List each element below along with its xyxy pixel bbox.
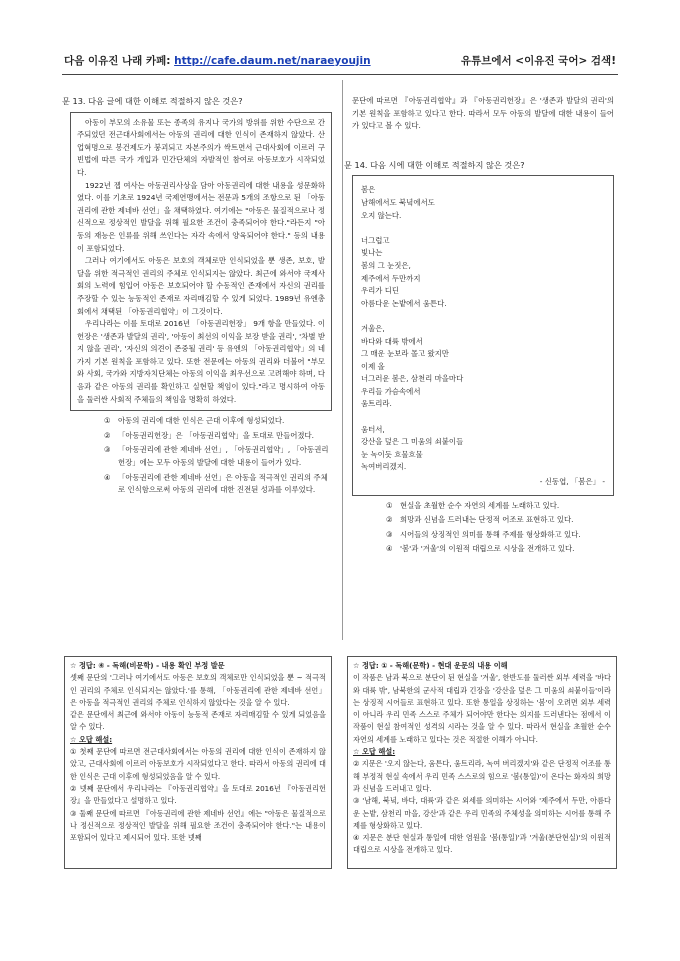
answer-13-head: ☆ 정답: ④ - 독해(비문학) - 내용 확인 부정 발문 [70, 661, 225, 670]
poem-line: 바다와 대륙 밖에서 [361, 336, 423, 346]
option-number: ③ [386, 529, 393, 539]
poem-line: 겨울은, [361, 323, 385, 333]
column-divider [342, 80, 343, 640]
option-text: 「아동권리에 관한 제네바 선언」, 「아동권리협약」, 「아동권리헌장」에는 모두 아동의 발달에 대한 내용이 들어가 있다. [118, 445, 329, 468]
answer-14-body: 이 작품은 남과 북으로 분단이 된 현실을 '겨울', 한반도를 둘러싼 외부 세력을 '바다와 대륙 밖', 남북한의 군사적 대립과 긴장을 '강산을 덮은 그 미움의 쇠붙이들'이라는 상징적 시어들로 표현하고 있다. 또한 통일을 상징하는 '봄'이 오려면 외부 세력이 아니라 우리 민족 스스로 주체가 되어야만 한다는 의지를 드러낸다는 점에서 이 작품이 현실 참여적인 성격의 시라는 것을 알 수 있다. 따라서 현실을 초월한 순수 자연의 세계를 노래하고 있다는 것은 적절한 이해가 아니다. [353, 673, 611, 744]
answer-13-body: 셋째 문단의 '그러나 여기에서도 아동은 보호의 객체로만 인식되었을 뿐 ~ 적극적인 권리의 주체로 인식되지는 않았다.'를 통해, 「아동권리에 관한 제네바 선언」은 아동을 적극적인 권리의 주체로 인식하지 않았다는 것을 알 수 있다. [70, 673, 326, 707]
stanza-break [361, 411, 605, 424]
option-text: '봄'과 '겨울'의 이원적 대립으로 시상을 전개하고 있다. [400, 544, 575, 554]
option-1[interactable] [386, 500, 614, 513]
cafe-label: 다음 이유진 나래 카페: [64, 55, 175, 67]
poem-line: 너그럽고 [361, 235, 390, 245]
option-2[interactable] [104, 430, 332, 443]
option-text: 현실을 초월한 순수 자연의 세계를 노래하고 있다. [400, 500, 560, 510]
passage-paragraph: 우리나라는 이를 토대로 2016년 「아동권리헌장」 9개 항을 만들었다. 이 헌장은 '생존과 발달의 권리', '아동이 최선의 이익을 보장 받을 권리', '차별 받지 않을 권리', '자신의 의견이 존중될 권리' 등 유엔의 「아동권리협약」의 네 가지 기본 원칙을 포함하고 있다. 또한 전문에는 아동의 권리와 더불어 "부모와 사회, 국가와 지방자치단체는 아동의 이익을 최우선으로 고려해야 하며, 다음과 같은 아동의 권리를 확인하고 실현할 책임이 있다."라고 명시하여 아동을 둘러싼 사회적 주체들의 책임을 명확히 하였다. [77, 319, 325, 404]
option-number: ④ [104, 472, 111, 482]
option-1[interactable] [104, 415, 332, 428]
poem-line: 아름다운 논밭에서 움튼다. [361, 298, 447, 308]
option-number: ① [104, 416, 111, 426]
poem-line: 빛나는 [361, 248, 383, 258]
poem-line: 눈 녹이듯 흐물흐물 [361, 449, 423, 459]
answer-13-body2: 같은 문단에서 최근에 와서야 아동이 능동적 존재로 자리매김할 수 있게 되었음을 알 수 있다. [70, 710, 326, 732]
option-text: 「아동권리에 관한 제네바 선언」은 아동을 적극적인 권리의 주체로 인식함으로써 아동의 권리에 대한 진전된 성과를 이루었다. [118, 472, 328, 495]
header-divider [62, 74, 618, 75]
poem-line: 움트리라. [361, 399, 392, 409]
answer-14-item: ③ '남해, 북녘, 바다, 대륙'과 같은 외세를 의미하는 시어와 '제주에서 두만, 아름다운 논밭, 삼천리 마을, 강산'과 같은 우리 민족의 주체성을 의미하는 시어를 통해 주제를 형상화하고 있다. [353, 796, 611, 830]
poem-line: 녹여버리겠지. [361, 462, 407, 472]
poem-line: 봄은 [361, 185, 376, 195]
poem-line: 남해에서도 북녘에서도 [361, 197, 435, 207]
page-header [64, 53, 616, 73]
option-number: ② [386, 515, 393, 525]
poem-source: - 신동엽, 「봄은」 - [539, 477, 605, 487]
stanza-break [361, 310, 605, 323]
option-text: 희망과 신념을 드러내는 단정적 어조로 표현하고 있다. [400, 515, 574, 525]
q14-poem [352, 175, 614, 495]
poem-line: 오지 않는다. [361, 210, 402, 220]
option-text: 「아동권리헌장」은 「아동권리협약」을 토대로 만들어졌다. [118, 430, 315, 440]
question-13 [62, 95, 332, 499]
q13-options [104, 415, 332, 497]
option-text: 시어들의 상징적인 의미를 통해 주제를 형상화하고 있다. [400, 529, 581, 539]
answer-13-box [64, 656, 332, 869]
carryover-text: 문단에 따르면 『아동권리협약』과 『아동권리헌장』은 '생존과 발달의 권리'의 기본 원칙을 포함하고 있다고 한다. 따라서 모두 아동의 발달에 대한 내용이 들어가 있다고 볼 수 있다. [352, 96, 614, 131]
answer-13-item: ① 첫째 문단에 따르면 전근대사회에서는 아동의 권리에 대한 인식이 존재하지 않았고, 근대사회에 이르러 아동보호가 시작되었다고 한다. 따라서 아동의 권리에 대한 인식은 근대 이후에 형성되었음을 알 수 있다. [70, 747, 326, 781]
poem-line: 강산을 덮은 그 미움의 쇠붙이들 [361, 437, 464, 447]
answer-13-item: ② 넷째 문단에서 우리나라는 『아동권리협약』을 토대로 2016년 『아동권리헌장』을 만들었다고 설명하고 있다. [70, 783, 326, 806]
option-number: ④ [386, 544, 393, 554]
option-2[interactable] [386, 514, 614, 527]
poem-line: 제주에서 두만까지 [361, 273, 421, 283]
option-4[interactable] [104, 472, 332, 497]
answer-14-sub: ☆ 오답 해설: [353, 747, 396, 757]
option-text: 아동의 권리에 대한 인식은 근대 이후에 형성되었다. [118, 416, 285, 426]
option-3[interactable] [104, 444, 332, 469]
q14-options [386, 500, 614, 556]
passage-paragraph: 그러나 여기에서도 아동은 보호의 객체로만 인식되었을 뿐 생존, 보호, 발달을 위한 적극적인 권리의 주체로 인식되지는 않았다. 최근에 와서야 국제사회의 노력에 힘입어 아동은 보호되어야 할 수동적인 존재에서 자신의 권리를 주장할 수 있는 능동적인 존재로 자리매김할 수 있게 되었다. 1989년 유엔총회에서 채택된 「아동권리협약」이 그것이다. [77, 256, 325, 316]
poem-line: 우리가 디딘 [361, 286, 400, 296]
poem-line: 움터서, [361, 424, 385, 434]
youtube-info: 유튜브에서 <이유진 국어> 검색! [460, 55, 616, 67]
passage-paragraph: 1922년 젭 여사는 아동권리사상을 담아 아동권리에 대한 내용을 성문화하였다. 이를 기초로 1924년 국제연맹에서는 전문과 5개의 조항으로 된 「아동권리에 관한 제네바 선언」을 채택하였다. 여기에는 "아동은 물질적으로나 정신적으로 정상적인 발달을 위해 필요한 조건이 충족되어야 한다."라든지 "아동의 재능은 인류를 위해 쓰인다는 자각 속에서 양육되어야 한다." 등의 내용이 포함되었다. [77, 180, 325, 253]
cafe-info [64, 53, 371, 68]
answer-14-item: ② 지문은 '오지 않는다, 움튼다, 움트리라, 녹여 버리겠지'와 같은 단정적 어조를 통해 부정적 현실 속에서 우리 민족 스스로의 힘으로 '봄(통일)'이 온다는 화자의 희망과 신념을 드러내고 있다. [353, 759, 611, 793]
answer-14-head: ☆ 정답: ① - 독해(문학) - 현대 운문의 내용 이해 [353, 661, 508, 670]
option-number: ② [104, 430, 111, 440]
q13-title: 문 13. 다음 글에 대한 이해로 적절하지 않은 것은? [62, 96, 243, 106]
poem-line: 그 매운 눈보라 몰고 왔지만 [361, 349, 449, 359]
q14-title: 문 14. 다음 시에 대한 이해로 적절하지 않은 것은? [344, 159, 525, 170]
poem-line: 봄의 그 눈짓은, [361, 260, 411, 270]
passage-paragraph: 아동이 부모의 소유물 또는 종족의 유지나 국가의 방위를 위한 수단으로 간주되었던 전근대사회에서는 아동의 권리에 대한 인식이 존재하지 않았다. 산업혁명으로 봉건제도가 붕괴되고 자본주의가 싹트면서 근대사회에 이르러 구빈법에 따른 국가 개입과 민간단체의 자발적인 참여로 아동보호가 시작되었다. [77, 117, 325, 177]
poem-line: 너그러운 봄은, 삼천리 마을마다 [361, 374, 464, 384]
answer-14-box [347, 656, 617, 869]
answer-14-item: ④ 지문은 분단 현실과 통일에 대한 염원을 '봄(통일)'과 '겨울(분단현실)'의 이원적 대립으로 시상을 전개하고 있다. [353, 833, 611, 855]
q13-passage [70, 112, 332, 412]
cafe-link[interactable]: http://cafe.daum.net/naraeyoujin [174, 55, 371, 67]
option-number: ① [386, 500, 393, 510]
question-14 [344, 95, 614, 558]
answer-13-sub: ☆ 오답 해설: [70, 734, 113, 744]
answer-13-item: ③ 둘째 문단에 따르면 『아동권리에 관한 제네바 선언』에는 "아동은 물질적으로나 정신적으로 정상적인 발달을 위해 필요한 조건이 충족되어야 한다."는 내용이 포함되어 있다고 제시되어 있다. 또한 넷째 [70, 808, 326, 843]
option-4[interactable] [386, 543, 614, 556]
poem-line: 우리들 가슴속에서 [361, 386, 421, 396]
stanza-break [361, 222, 605, 235]
poem-line: 이제 올 [361, 361, 385, 371]
option-3[interactable] [386, 529, 614, 542]
option-number: ③ [104, 445, 111, 455]
